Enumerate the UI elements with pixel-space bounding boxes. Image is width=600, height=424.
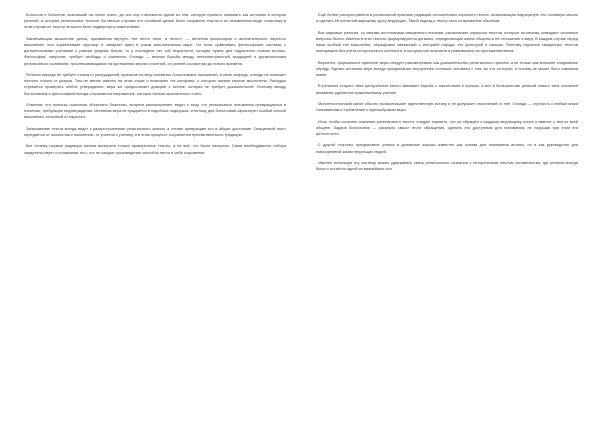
paragraph: Религия никогда не требует отказа от рассуждений; принятие на веру основных богословских положений, в свою очередь, отнюдь не означает полного отказа от разума. Тем не менее именно на этом стыке и возникает тот конфликт, о котором писали многие мыслители. Рассудок стремится проверить любое утверждение, вера же предполагает доверие к истине, которая не требует доказательств. Поэтому между богословием и философией всегда сохраняется напряжение, которое нельзя окончательно снять.: [24, 72, 286, 96]
paragraph: Монотеистический канон обычно провозглашает единственную истину и не допускает отклонений от неё. Отсюда — строгость к любым иным толкованиям и стремление к единообразию веры.: [316, 100, 578, 113]
text-column-right: [316, 12, 578, 178]
paragraph: Вероятно, формальное принятие веры следует рассматривать как доказательство религиозного чувства, а не только как внешнее следование обряду. Однако истинная вера всегда предполагает внутреннее согласие человека с тем, во что он верит, и потому не может быть навязана извне.: [316, 59, 578, 77]
paragraph: Именно используя эту систему можно удерживать связь религиозного сознания с историческим опытом человечества, где религия всегда была и остаётся одной из важнейших сил.: [316, 159, 578, 172]
paragraph: В религиях старого типа центральное место занимает борьба с язычеством и ересью, а вот в большинстве религий нового типа основное внимание уделяется нравственному учению.: [316, 83, 578, 95]
text-column-left: [24, 12, 286, 161]
paragraph: С другой стороны, предписание учения в догматике широко известно как основа для понимания истины, но и как руководство для повседневной жизни верующих людей.: [316, 142, 578, 154]
paragraph: Все мировые религии, со своими источниками священного писания, располагают корпусом текстов, которые по-своему освещают основные вопросы бытия. Именно в этих текстах формулируются догматы, определяющие жизнь общины и её отношение к миру. В каждом случае перед нами особый тип мышления, неразрывно связанный с историей народа, его культурой и языком. Поэтому изучение священных текстов невозможно без учёта исторического контекста, в котором они возникли и развивались на протяжении веков.: [316, 29, 578, 54]
paragraph: Ещё более распространена в религиозной практике редакция относительно короткого текста, позволяющая подчеркнуть его основную мысль и сделать её понятной широкому кругу верующих. Такой подход к тексту стал со временем обычным.: [316, 12, 578, 24]
paragraph: Вот почему первые редакции канона включали только проверенные тексты, а не всё, что было написано. Сама необходимость отбора свидетельствует о понимании того, что не каждое произведение способно нести в себе откровение.: [24, 143, 286, 155]
paragraph: Отметим, что попытка логически объяснить божество, вопреки рассмотрению, ведет к тому, что религиозные положения превращаются в гипотезы, требующие подтверждения. Истинная вера не нуждается в подобных подпорках, и потому для богословия характерен особый способ мышления, отличный от научного.: [24, 102, 286, 120]
paragraph: Богослов и богослов, возникший на полях книги, до сих пор становится одной из тем, которую принято понимать как источник в истории религий, и истории религиозных текстов. Во многих случаях его основной целью было сохранить тексты в их неизменном виде, поскольку в этом случае их тексты не могли быть подвергнуты изменениям.: [24, 12, 286, 30]
paragraph: Заключающая мышление догма, призванная вернуть «не нечто иное, а нечто», — антитеза философии и аналитического научного мышления: она ограничивает кругозор и запирает идеи в узком мыслительном мире. Но если сравнивать философские системы с догматическими учениями о разных формах бытия, то у последних нет той открытости, которая нужна для подлинного поиска истины. Философия, напротив, требует свободы и сомнения. Отсюда — вечная борьба между интеллектуальной традицией и догматическим религиозным сознанием, прослеживающаяся на протяжении многих столетий, от ранней схоластики до нового времени.: [24, 35, 286, 66]
paragraph: Итак, чтобы осознать значение религиозного текста, следует помнить, что он обращён к каждому верующему лично и вместе с тем ко всей общине. Задача богословия — раскрыть смысл этого обращения, сделать его доступным для понимания, не нарушая при этом его целостности.: [316, 118, 578, 136]
paragraph: Записывание текста всегда ведёт к распространению религиозного знания, а чтение превращает его в общее достояние. Священный текст передаётся от поколения к поколению, от учителя к ученику, и в этом процессе сохраняется преемственность традиции.: [24, 125, 286, 137]
